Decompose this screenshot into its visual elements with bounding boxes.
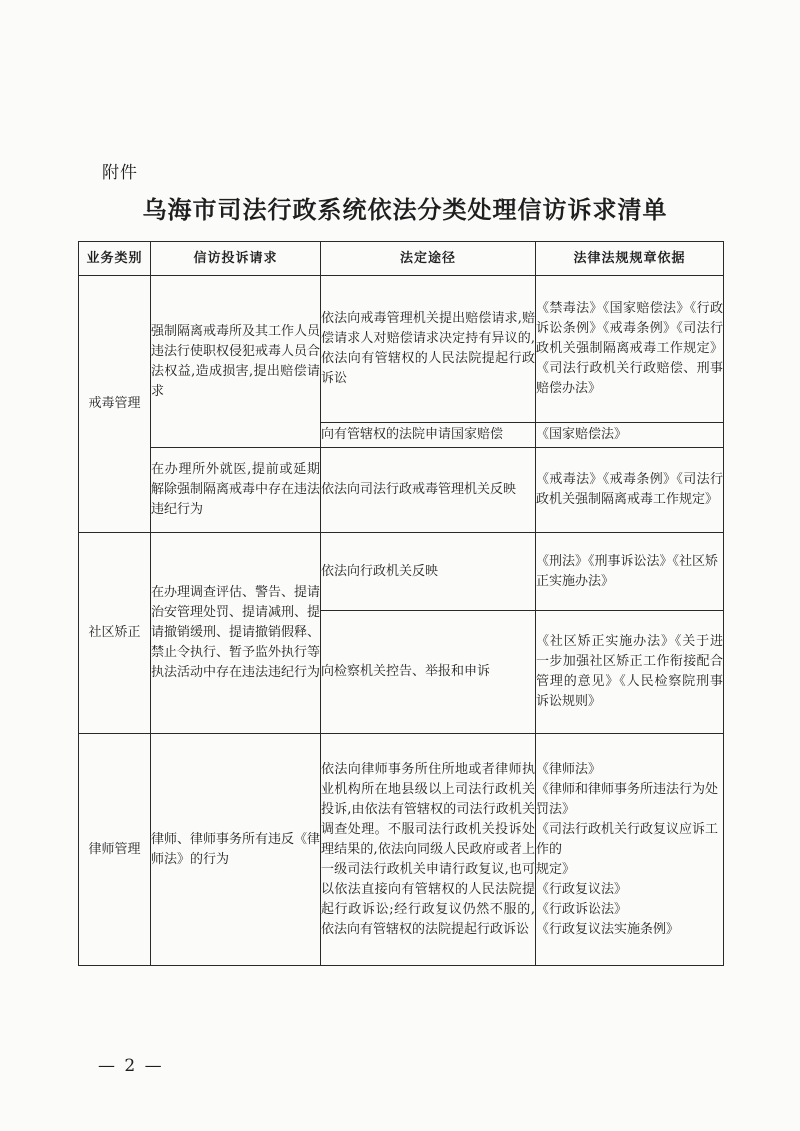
attachment-label: 附件 (102, 163, 138, 183)
table-row (79, 533, 724, 611)
path-cell: 向有管辖权的法院申请国家赔偿 (321, 423, 536, 448)
path-cell: 依法向司法行政戒毒管理机关反映 (321, 448, 536, 533)
basis-cell: 《禁毒法》《国家赔偿法》《行政诉讼条例》《戒毒条例》《司法行政机关强制隔离戒毒工作规定》《司法行政机关行政赔偿、刑事赔偿办法》 (536, 276, 724, 423)
basis-cell: 《国家赔偿法》 (536, 423, 724, 448)
header-basis: 法律法规规章依据 (536, 242, 724, 276)
request-cell: 在办理调查评估、警告、提请治安管理处罚、提请减刑、提请撤销缓刑、提请撤销假释、禁止令执行、暂予监外执行等执法活动中存在违法违纪行为 (151, 533, 321, 734)
basis-line: 规定》 (536, 861, 576, 877)
header-request: 信访投诉请求 (151, 242, 321, 276)
table-row (79, 276, 724, 423)
basis-cell: 《社区矫正实施办法》《关于进一步加强社区矫正工作衔接配合管理的意见》《人民检察院刑事诉讼规则》 (536, 611, 724, 734)
table-row (79, 734, 724, 966)
basis-cell: 《刑法》《刑事诉讼法》《社区矫正实施办法》 (536, 533, 724, 611)
basis-line: 《行政复议法》 (536, 881, 628, 897)
table-row (79, 448, 724, 533)
basis-line: 《司法行政机关行政复议应诉工作的 (536, 821, 719, 857)
basis-cell (536, 734, 724, 966)
request-cell: 律师、律师事务所有违反《律师法》的行为 (151, 734, 321, 966)
petition-table (78, 241, 724, 966)
path-cell: 依法向戒毒管理机关提出赔偿请求,赔偿请求人对赔偿请求决定持有异议的,依法向有管辖权的人民法院提起行政诉讼 (321, 276, 536, 423)
basis-line: 《行政复议法实施条例》 (536, 921, 680, 937)
document-title: 乌海市司法行政系统依法分类处理信访诉求清单 (142, 195, 668, 224)
basis-line: 《行政诉讼法》 (536, 901, 628, 917)
path-cell: 依法向行政机关反映 (321, 533, 536, 611)
page-number: — 2 — (98, 1056, 164, 1076)
path-cell: 依法向律师事务所住所地或者律师执业机构所在地县级以上司法行政机关投诉,由依法有管辖权的司法行政机关调查处理。不服司法行政机关投诉处理结果的,依法向同级人民政府或者上一级司法行政机关申请行政复议,也可以依法直接向有管辖权的人民法院提起行政诉讼;经行政复议仍然不服的,依法向有管辖权的法院提起行政诉讼 (321, 734, 536, 966)
basis-line: 《律师和律师事务所违法行为处罚法》 (536, 781, 719, 817)
path-cell: 向检察机关控告、举报和申诉 (321, 611, 536, 734)
request-cell: 在办理所外就医,提前或延期解除强制隔离戒毒中存在违法违纪行为 (151, 448, 321, 533)
basis-cell: 《戒毒法》《戒毒条例》《司法行政机关强制隔离戒毒工作规定》 (536, 448, 724, 533)
request-cell: 强制隔离戒毒所及其工作人员违法行使职权侵犯戒毒人员合法权益,造成损害,提出赔偿请求 (151, 276, 321, 448)
basis-line: 《律师法》 (536, 761, 602, 777)
header-category: 业务类别 (79, 242, 151, 276)
category-lawyer: 律师管理 (79, 734, 151, 966)
header-path: 法定途径 (321, 242, 536, 276)
table-header-row (79, 242, 724, 276)
category-drug: 戒毒管理 (79, 276, 151, 533)
category-community: 社区矫正 (79, 533, 151, 734)
